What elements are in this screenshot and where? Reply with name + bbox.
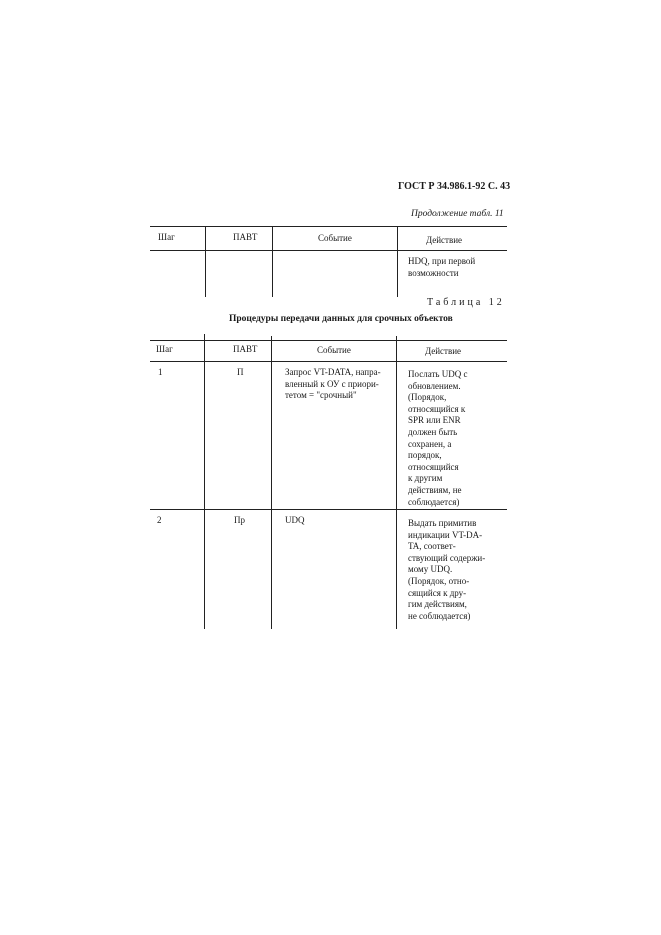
cell-line: SPR или ENR [408,415,461,426]
cell-line: (Порядок, [408,392,447,403]
column-header-step: Шаг [156,344,173,354]
cell-event [285,367,381,402]
cell-line: мому UDQ. [408,564,453,575]
column-header-event: Событие [317,345,351,355]
column-header-pavt: ПАВТ [233,344,258,354]
column-header-action: Действие [425,346,462,356]
column-header-step: Шаг [158,232,175,242]
cell-line: не соблюдается) [408,610,471,621]
cell-pavt: П [237,367,244,377]
cell-line: UDQ [285,515,305,525]
table-12-title: Процедуры передачи данных для срочных объектов [229,314,453,324]
cell-line: HDQ, при первой [408,256,476,266]
cell-line: вленный к ОУ с приори- [285,378,379,389]
cell-line: Выдать примитив [408,518,477,528]
cell-line: порядок, [408,450,442,461]
cell-line: к другим [408,473,443,484]
cell-line: обновлением. [408,380,461,391]
cell-line: гим действиям, [408,599,467,610]
column-header-action: Действие [426,235,463,245]
cell-action [408,518,485,622]
cell-line: возможности [408,267,459,278]
cell-event [285,515,305,527]
table-continuation-label: Продолжение табл. 11 [411,209,504,219]
cell-line: относящийся [408,461,459,472]
cell-line: Послать UDQ с [408,369,468,379]
cell-action [408,369,468,508]
cell-line: Запрос VT-DATA, напра- [285,367,381,377]
cell-step: 2 [157,515,162,525]
cell-line: сящийся к дру- [408,587,467,598]
cell-line: ствующий содержи- [408,552,486,563]
cell-line: тетом = "срочный" [285,390,357,400]
table-12-label: Таблица 12 [427,297,505,308]
cell-line: должен быть [408,426,458,437]
cell-line: действиям, не [408,484,462,495]
cell-line: сохранен, а [408,438,452,449]
column-header-pavt: ПАВТ [233,232,258,242]
cell-line: соблюдается) [408,496,460,507]
cell-line: (Порядок, отно- [408,575,470,586]
cell-step: 1 [158,367,163,377]
cell-line: индикации VT-DA- [408,529,483,540]
cell-line: относящийся к [408,403,466,414]
column-header-event: Событие [318,233,352,243]
document-reference: ГОСТ Р 34.986.1-92 С. 43 [398,181,511,192]
cell-pavt: Пр [234,515,245,525]
cell-line: TA, соответ- [408,541,456,552]
table-row-action [408,256,475,279]
